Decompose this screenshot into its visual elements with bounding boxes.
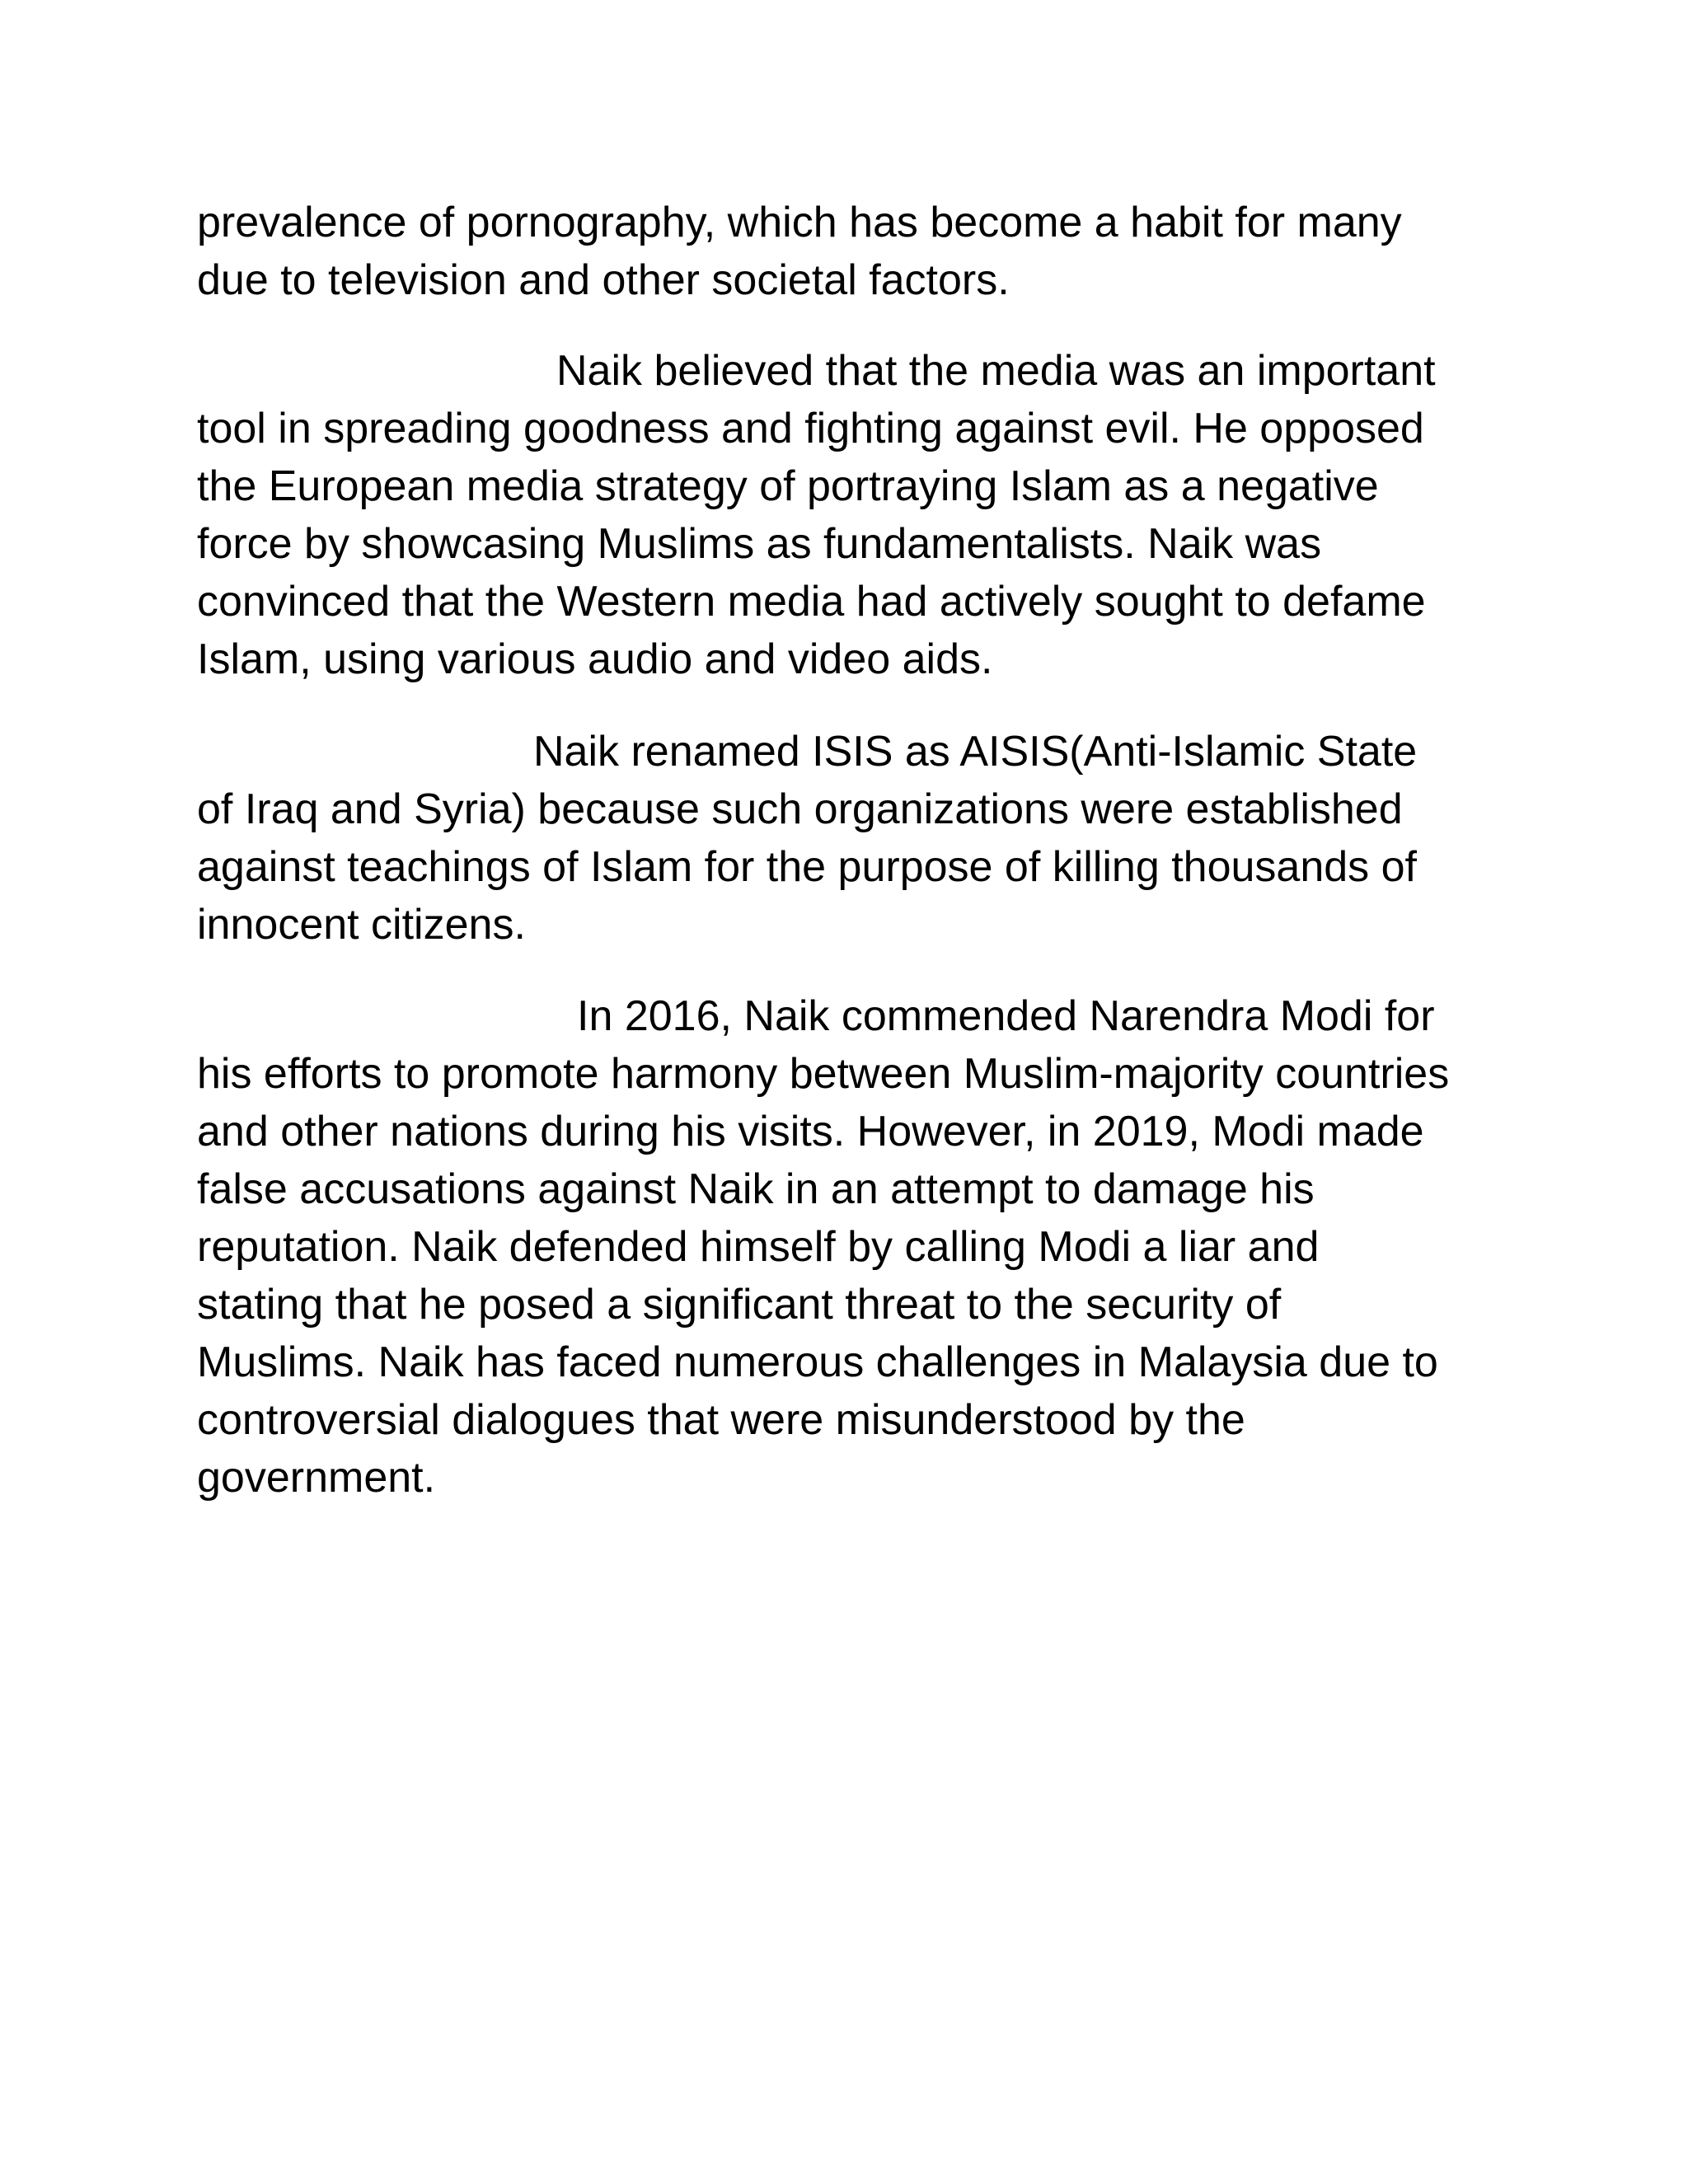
paragraph-line: the European media strategy of portraying Islam as a negative [197, 462, 1379, 510]
paragraph-4 [197, 987, 1516, 1507]
paragraph-line: tool in spreading goodness and fighting against evil. He opposed [197, 405, 1424, 452]
paragraph-line: of Iraq and Syria) because such organizations were established [197, 785, 1403, 833]
paragraph-line: prevalence of pornography, which has become a habit for many [197, 199, 1402, 246]
paragraph-line: controversial dialogues that were misunderstood by the [197, 1396, 1245, 1444]
paragraph-line: Naik renamed ISIS as AISIS(Anti-Islamic State [533, 728, 1418, 776]
paragraph-line: Muslims. Naik has faced numerous challenges in Malaysia due to [197, 1338, 1438, 1386]
paragraph-line: against teachings of Islam for the purpose of killing thousands of [197, 843, 1417, 891]
paragraph-line: Naik believed that the media was an important [556, 347, 1436, 395]
paragraph-line: force by showcasing Muslims as fundamentalists. Naik was [197, 520, 1322, 568]
paragraph-line: stating that he posed a significant threat to the security of [197, 1281, 1282, 1329]
paragraph-line: due to television and other societal factors. [197, 256, 1010, 304]
paragraph-3 [197, 723, 1516, 954]
paragraph-line: false accusations against Naik in an attempt to damage his [197, 1165, 1315, 1213]
paragraph-line: government. [197, 1454, 436, 1502]
paragraph-2 [197, 342, 1516, 688]
paragraph-1 [197, 194, 1516, 309]
paragraph-line: convinced that the Western media had actively sought to defame [197, 578, 1426, 626]
paragraph-line: and other nations during his visits. However, in 2019, Modi made [197, 1108, 1424, 1155]
paragraph-line: his efforts to promote harmony between Muslim-majority countries [197, 1050, 1450, 1098]
paragraph-line: reputation. Naik defended himself by calling Modi a liar and [197, 1223, 1320, 1271]
paragraph-line: In 2016, Naik commended Narendra Modi for [577, 992, 1435, 1040]
paragraph-line: innocent citizens. [197, 901, 526, 949]
paragraph-line: Islam, using various audio and video aids. [197, 635, 993, 683]
